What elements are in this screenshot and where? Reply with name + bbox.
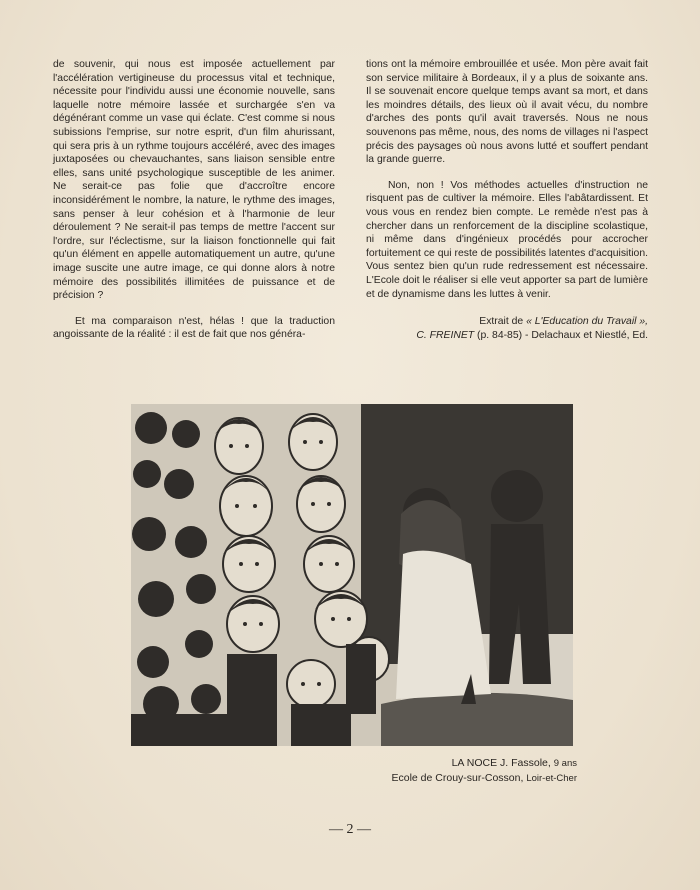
- left-text-column: [53, 58, 335, 342]
- credit-source-title: « L'Education du Travail »,: [526, 316, 648, 328]
- credit-author: C. FREINET: [416, 330, 475, 342]
- left-paragraph-2: Et ma comparaison n'est, hélas ! que la traduction angoissante de la réalité : il est de fait que nos généra-: [53, 315, 335, 341]
- caption-region: Loir-et-Cher: [526, 773, 577, 784]
- right-paragraph-1: tions ont la mémoire embrouillée et usée. Mon père avait fait son service militaire à Bordeaux, il y a plus de soixante ans. Il se souvenait encore quelque temps avant sa mort, et dans les moindres détails, des lieux où il avait vécu, du nombre d'arches des ponts qu'il avait traversés. Nous ne nous souvenons pas même, nous, des noms de villages ni l'aspect précis des paysages où nous avons lutté et souffert pendant la grande guerre.: [366, 59, 648, 166]
- right-paragraph-2: Non, non ! Vos méthodes actuelles d'instruction ne risquent pas de cultiver la mémoire. Elles l'abâtardissent. Et vous vous en rendez bien compte. Le remède n'est pas à chercher dans un renforcement de la discipline scolastique, ni même dans d'ingénieux procédés pour accrocher fortuitement ce qui reste de possibilités latentes d'acquisition. Vous sentez bien qu'un rude redressement est nécessaire. L'Ecole doit le réaliser si elle veut apporter sa part de lumière et de dynamisme dans les luttes à venir.: [366, 179, 648, 300]
- caption-artist: J. Fassole,: [500, 757, 551, 769]
- credit-prefix: Extrait de: [479, 316, 524, 328]
- caption-school: Ecole de Crouy-sur-Cosson,: [391, 772, 524, 784]
- caption-title: LA NOCE: [451, 757, 498, 769]
- source-credit: [366, 315, 648, 343]
- child-painting-illustration: [131, 404, 573, 746]
- left-paragraph-1: de souvenir, qui nous est imposée actuellement par l'accélération vertigineuse du processus vital et technique, nécessite pour l'individu aussi une économie nouvelle, sans laquelle notre mémoire lassée et surchargée s'en va dégénérant comme un vase qui éclate. C'est comme si nous subissions l'emprise, sur notre esprit, d'un film ahurissant, qui sera pris à un rythme toujours accéléré, avec des images juxtaposées ou chevauchantes, sans liaison sensible entre elles, sans unité psychologique susceptible de les animer. Ne serait-ce pas folie que d'accroître encore inconsidérément le nombre, la nature, le rythme des images, sans penser à leur cohésion et à l'harmonie de leur déroulement ? Ne serait-il pas temps de mettre l'accent sur l'ordre, sur l'éclectisme, sur la liaison fonctionnelle qui fait qu'un élément en appelle automatiquement un autre, qu'une image suscite une autre image, ce qui donne alors à notre mémoire des possibilités illimitées de puissance et de précision ?: [53, 59, 335, 302]
- caption-age: 9 ans: [553, 758, 577, 769]
- credit-pages: (p. 84-85): [477, 330, 523, 342]
- credit-publisher: - Delachaux et Niestlé, Ed.: [524, 330, 648, 342]
- illustration-caption: [392, 756, 578, 786]
- page-number: — 2 —: [329, 822, 371, 837]
- right-text-column: [366, 58, 648, 343]
